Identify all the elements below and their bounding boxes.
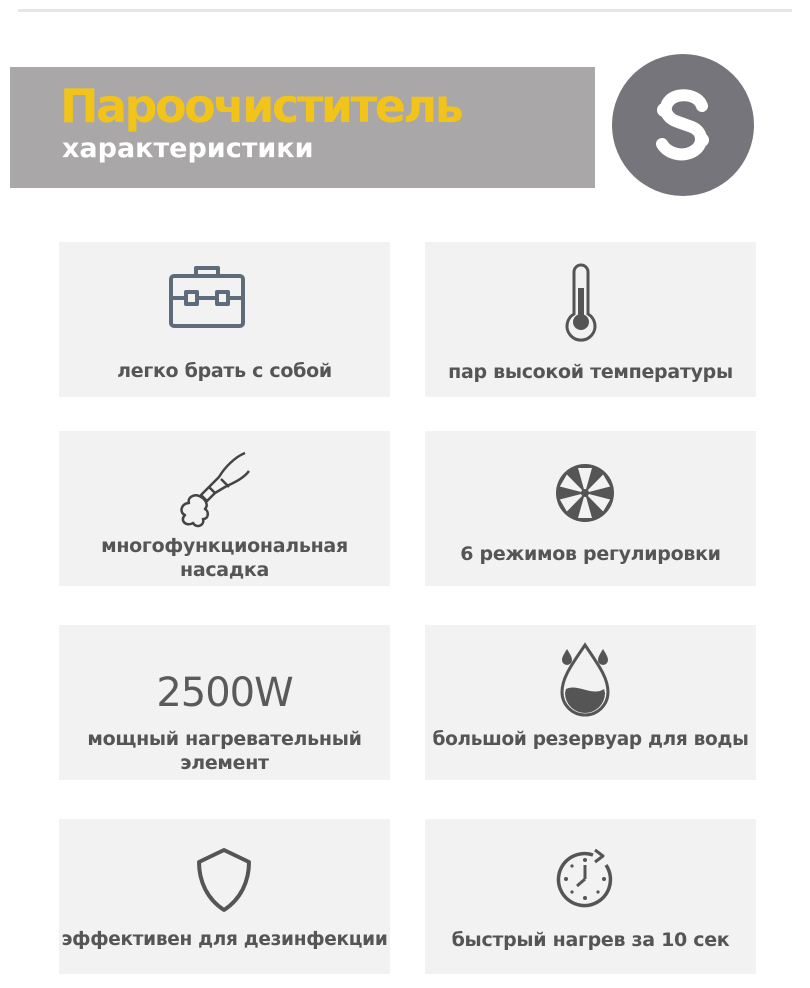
feature-card-temperature: [425, 242, 756, 397]
feature-card-portable: [59, 242, 390, 397]
feature-label-line2: элемент: [180, 752, 269, 774]
power-value: 2500W: [156, 670, 293, 716]
s-logo-icon: [612, 54, 754, 196]
feature-label-line2: насадка: [180, 559, 269, 581]
feature-label-line1: многофункциональная: [101, 535, 348, 557]
header-banner: [10, 67, 595, 188]
feature-card-power: [59, 625, 390, 780]
feature-card-modes: [425, 431, 756, 586]
feature-card-fast-heat: [425, 819, 756, 974]
feature-card-nozzle: [59, 431, 390, 586]
feature-card-disinfection: [59, 819, 390, 974]
banner-title: Пароочиститель: [60, 79, 462, 133]
brand-logo: [612, 54, 754, 196]
feature-label: легко брать с собой: [117, 360, 332, 382]
feature-card-water-tank: [425, 625, 756, 780]
feature-label: быстрый нагрев за 10 сек: [451, 929, 730, 951]
banner-subtitle: характеристики: [62, 133, 314, 164]
top-divider: [18, 9, 792, 12]
feature-label-line1: мощный нагревательный: [87, 728, 362, 750]
water-drop-icon: [425, 625, 756, 780]
feature-label: большой резервуар для воды: [432, 729, 749, 750]
feature-label: эффективен для дезинфекции: [61, 929, 388, 950]
feature-label: пар высокой температуры: [448, 361, 733, 383]
feature-label: 6 режимов регулировки: [460, 543, 721, 565]
